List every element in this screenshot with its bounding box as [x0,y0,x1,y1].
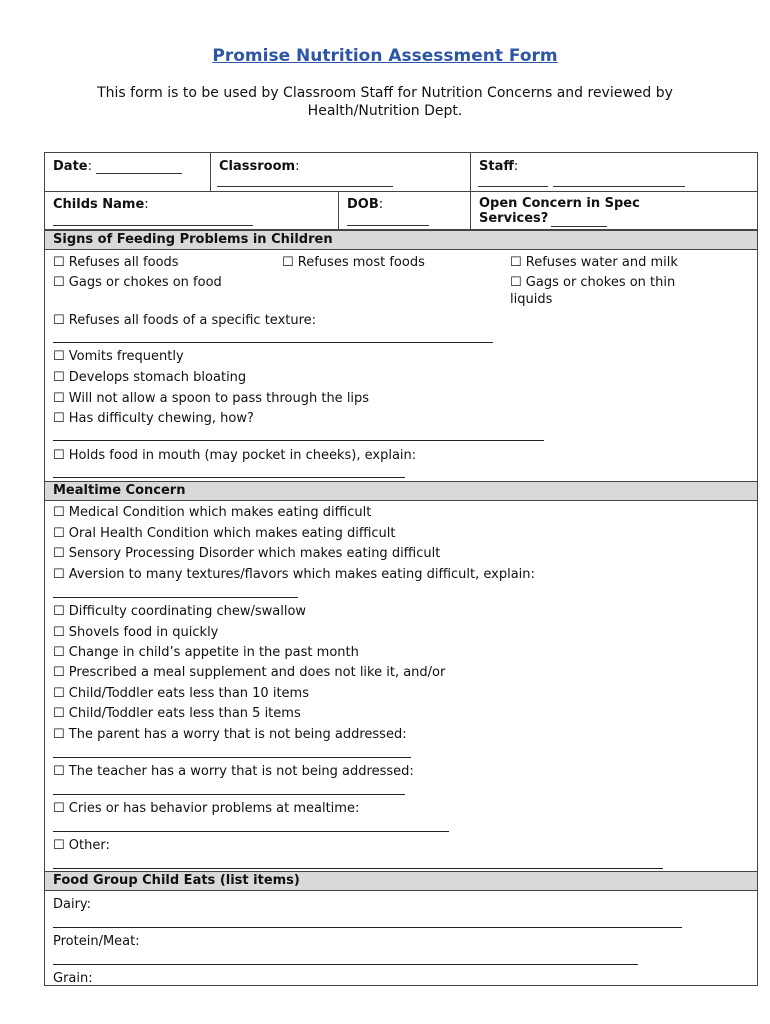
chewing-answer-line[interactable] [53,440,544,441]
open-concern-cell [470,191,757,229]
teacher-worry-answer-line[interactable] [53,794,405,795]
staff-field-2[interactable] [553,173,685,187]
classroom-cell: Classroom: [210,153,470,191]
checkbox-gags-food[interactable]: ☐ Gags or chokes on food [53,275,222,290]
open-concern-label: Open Concern in Spec Services? [479,196,640,226]
checkbox-appetite-change[interactable]: ☐ Change in child’s appetite in the past month [53,645,359,660]
staff-cell: Staff: [470,153,757,191]
classroom-field[interactable] [217,173,393,187]
checkbox-refuses-most-foods[interactable]: ☐ Refuses most foods [282,255,425,270]
childs-name-cell: Childs Name: [45,191,338,229]
checkbox-chewing[interactable]: ☐ Has difficulty chewing, how? [53,411,254,426]
staff-field-1[interactable] [478,173,548,187]
feeding-section-heading: Signs of Feeding Problems in Children [45,230,757,250]
other-answer-line[interactable] [53,868,663,869]
texture-answer-line[interactable] [53,342,493,343]
checkbox-teacher-worry[interactable]: ☐ The teacher has a worry that is not being addressed: [53,764,414,779]
mealtime-section-heading: Mealtime Concern [45,481,757,501]
checkbox-oral-health[interactable]: ☐ Oral Health Condition which makes eating difficult [53,526,396,541]
dob-label: DOB [347,197,379,212]
dairy-label: Dairy: [53,897,92,912]
open-concern-field[interactable] [551,213,607,227]
header-row-2 [45,191,757,230]
holds-food-answer-line[interactable] [53,477,405,478]
aversion-answer-line[interactable] [53,597,298,598]
dairy-answer-line[interactable] [53,927,682,928]
assessment-form [44,152,758,986]
checkbox-gags-liquids[interactable]: ☐ Gags or chokes on thin [510,275,676,290]
checkbox-other[interactable]: ☐ Other: [53,838,110,853]
checkbox-medical-condition[interactable]: ☐ Medical Condition which makes eating difficult [53,505,372,520]
gags-liquids-continued: liquids [510,292,553,307]
parent-worry-answer-line[interactable] [53,757,411,758]
checkbox-cries-behavior[interactable]: ☐ Cries or has behavior problems at mealtime: [53,801,360,816]
form-subtitle: This form is to be used by Classroom Staff for Nutrition Concerns and reviewed by Health/Nutrition Dept. [97,85,673,119]
checkbox-refuses-all-foods[interactable]: ☐ Refuses all foods [53,255,179,270]
date-cell: Date: [45,153,210,191]
classroom-label: Classroom [219,159,296,174]
checkbox-less-than-5[interactable]: ☐ Child/Toddler eats less than 5 items [53,706,301,721]
checkbox-shovels-food[interactable]: ☐ Shovels food in quickly [53,625,219,640]
cries-answer-line[interactable] [53,831,449,832]
childs-name-label: Childs Name [53,197,145,212]
checkbox-sensory-processing[interactable]: ☐ Sensory Processing Disorder which makes eating difficult [53,546,441,561]
checkbox-holds-food[interactable]: ☐ Holds food in mouth (may pocket in cheeks), explain: [53,448,417,463]
date-field[interactable] [96,160,182,174]
checkbox-spoon[interactable]: ☐ Will not allow a spoon to pass through the lips [53,391,370,406]
protein-answer-line[interactable] [53,964,638,965]
checkbox-refuses-water-milk[interactable]: ☐ Refuses water and milk [510,255,678,270]
checkbox-bloating[interactable]: ☐ Develops stomach bloating [53,370,247,385]
checkbox-less-than-10[interactable]: ☐ Child/Toddler eats less than 10 items [53,686,309,701]
protein-label: Protein/Meat: [53,934,140,949]
checkbox-aversion-textures[interactable]: ☐ Aversion to many textures/flavors which makes eating difficult, explain: [53,567,535,582]
checkbox-meal-supplement[interactable]: ☐ Prescribed a meal supplement and does not like it, and/or [53,665,446,680]
checkbox-texture[interactable]: ☐ Refuses all foods of a specific texture: [53,313,317,328]
form-title: Promise Nutrition Assessment Form [212,46,558,66]
header-row-1 [45,153,757,192]
food-group-section-heading: Food Group Child Eats (list items) [45,871,757,891]
checkbox-parent-worry[interactable]: ☐ The parent has a worry that is not being addressed: [53,727,407,742]
grain-label: Grain: [53,971,93,986]
date-label: Date [53,159,88,174]
staff-label: Staff [479,159,514,174]
checkbox-vomits[interactable]: ☐ Vomits frequently [53,349,184,364]
childs-name-field[interactable] [53,212,253,226]
dob-cell: DOB: [338,191,470,229]
dob-field[interactable] [347,212,429,226]
checkbox-chew-swallow[interactable]: ☐ Difficulty coordinating chew/swallow [53,604,307,619]
